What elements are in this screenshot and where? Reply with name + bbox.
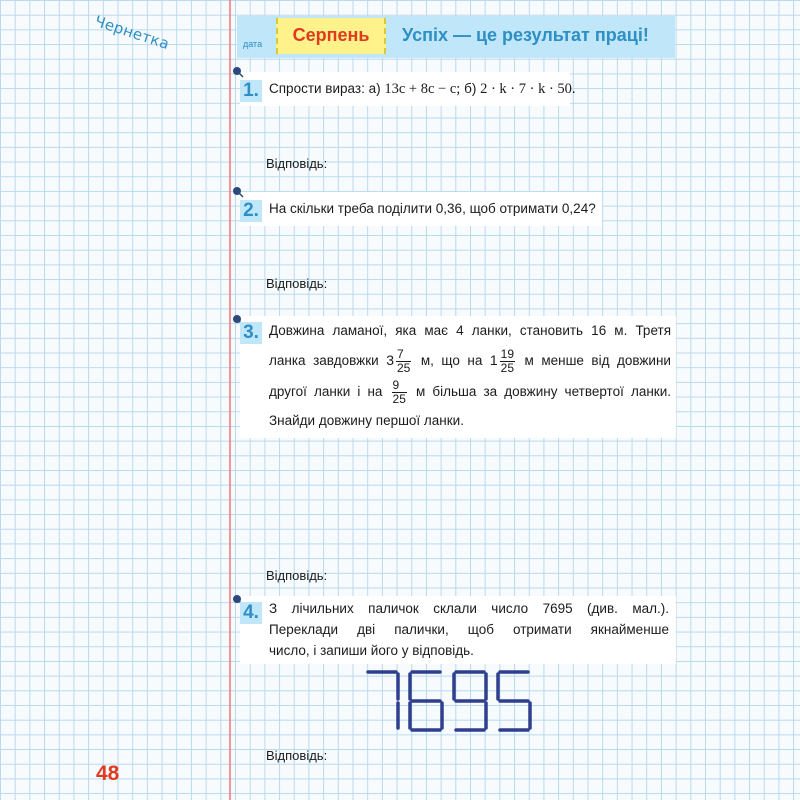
task-4-answer-label: Відповідь:: [266, 748, 328, 763]
task-4-line-1: З лічильних паличок склали число 7695 (див. мал.).: [269, 601, 669, 616]
task-1-expr-a: 13c + 8c − c;: [384, 81, 461, 97]
task-1-expr-b: 2 · k · 7 · k · 50.: [480, 81, 576, 97]
fraction-3-denominator: 25: [392, 391, 406, 406]
date-label: дата: [243, 39, 263, 49]
fraction-2: [489, 346, 517, 375]
task-3-answer-label: Відповідь:: [266, 568, 328, 583]
fraction-1-numerator: 7: [396, 348, 411, 362]
task-4-number: 4.: [240, 602, 262, 624]
draft-label: Чернетка: [92, 12, 172, 54]
fraction-1-whole: 3: [386, 352, 394, 368]
matchstick-digit-9: [454, 672, 486, 730]
task-1-part-b: б): [464, 81, 477, 96]
margin-line: [229, 0, 231, 800]
task-3-line-2-b: м, що на: [420, 353, 483, 368]
task-3-line-3: [269, 376, 671, 408]
motto-title: Успіх — це результат праці!: [402, 25, 649, 45]
task-4-text: [269, 598, 669, 661]
matchstick-digit-6: [410, 672, 442, 730]
fraction-2-whole: 1: [489, 352, 498, 368]
task-1-lead: Спрости вираз:: [269, 81, 365, 96]
task-3-line-3-a: другої ланки і на: [269, 384, 383, 399]
task-3-line-3-b: м більша за довжину четвертої ланки.: [416, 384, 671, 399]
pin-icon: [232, 186, 244, 198]
matchstick-digit-7: [368, 672, 398, 728]
task-1-text: [269, 76, 576, 102]
fraction-3: [392, 379, 407, 406]
task-4-line-3: число, і запиши його у відповідь.: [269, 643, 474, 658]
matchstick-number: [360, 666, 540, 736]
task-1-part-a: а): [368, 81, 381, 96]
task-3-line-2-c: м менше від довжини: [524, 353, 671, 368]
fraction-1: [386, 346, 413, 375]
task-3-line-2-a: ланка завдовжки: [269, 353, 379, 368]
month-title: Серпень: [292, 25, 370, 45]
task-3-text: [269, 318, 671, 434]
task-1-number: 1.: [240, 80, 262, 102]
task-2-text: На скільки треба поділити 0,36, щоб отримати 0,24?: [269, 201, 596, 216]
task-4-line-2: Переклади дві палички, щоб отримати якнайменше: [269, 622, 669, 637]
fraction-1-denominator: 25: [396, 360, 411, 375]
task-3-line-4: Знайди довжину першої ланки.: [269, 413, 464, 428]
task-3-line-1: Довжина ламаної, яка має 4 ланки, становить 16 м. Третя: [269, 323, 671, 338]
fraction-2-numerator: 19: [500, 346, 515, 361]
matchstick-digit-5: [498, 672, 530, 730]
fraction-3-numerator: 9: [392, 379, 407, 393]
task-3-number: 3.: [240, 322, 262, 344]
task-2-answer-label: Відповідь:: [266, 276, 328, 291]
task-2-number: 2.: [240, 200, 262, 222]
task-1-answer-label: Відповідь:: [266, 156, 328, 171]
page-number: 48: [96, 762, 120, 785]
pin-icon: [232, 66, 244, 78]
fraction-2-denominator: 25: [500, 360, 515, 375]
task-3-line-2: [269, 344, 671, 376]
